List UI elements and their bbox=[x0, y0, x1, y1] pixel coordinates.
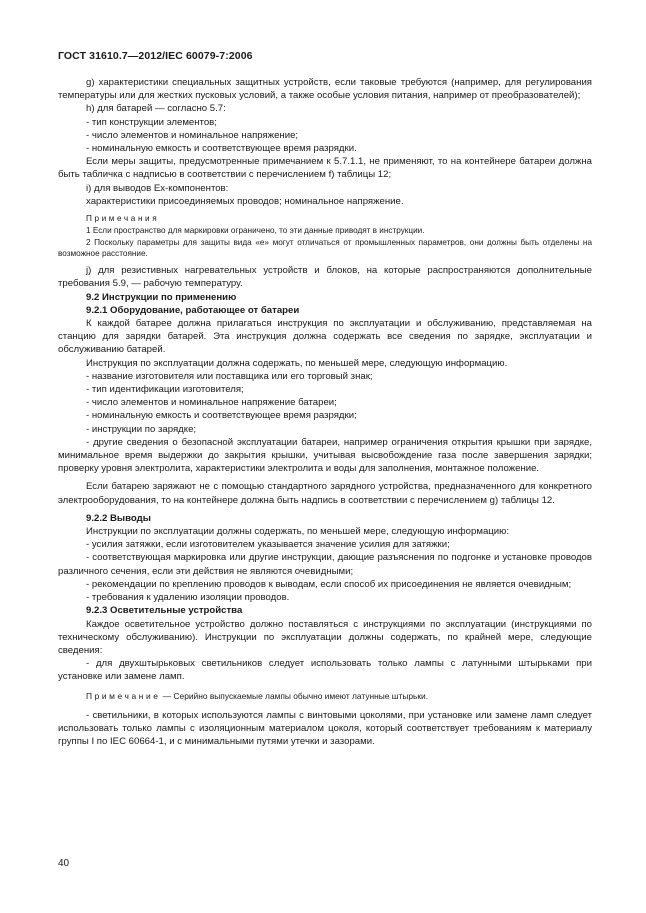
list-item: - название изготовителя или поставщика или его торговый знак; bbox=[86, 370, 373, 382]
item-g: g) характеристики специальных защитных устройств, если таковые требуются (например, для регулирования температуры или для жестких пусковых условий, а также особые условия питания, например от преобразователей); bbox=[58, 77, 592, 102]
paragraph: К каждой батарее должна прилагаться инструкция по эксплуатации и обслуживанию, представляемая на станцию для зарядки батарей. Эта инструкция должна содержать все сведения по зарядке, эксплуатации и обслуживанию батарей. bbox=[58, 318, 592, 356]
paragraph: Инструкция по эксплуатации должна содержать, по меньшей мере, следующую информацию. bbox=[86, 357, 508, 369]
item-h: h) для батарей — согласно 5.7: bbox=[86, 103, 226, 115]
notes-block bbox=[58, 213, 592, 260]
paragraph: Если батарею заряжают не с помощью стандартного зарядного устройства, предназначенного для конкретного электрооборудования, то на контейнере должна быть надпись в соответствии с перечислением g) таблицы 12. bbox=[58, 481, 592, 506]
document-header: ГОСТ 31610.7—2012/IEC 60079-7:2006 bbox=[58, 50, 253, 62]
item-j: j) для резистивных нагревательных устройств и блоков, на которые распространяются дополнительные требования 5.9, — рабочую температуру. bbox=[58, 265, 592, 290]
list-item: - тип конструкции элементов; bbox=[86, 116, 217, 128]
list-item: - число элементов и номинальное напряжение; bbox=[86, 129, 299, 141]
list-item: - другие сведения о безопасной эксплуатации батареи, например ограничения открытия крышки при зарядке, минимальное время выдержки до закрытия крышки, учитывая высвобождение газа после завершения зарядки; проверку уровня электролита, характеристики электролита и воды для заполнения, монтажное положение. bbox=[58, 436, 592, 475]
list-item: - светильники, в которых используются лампы с винтовыми цоколями, при установке или замене ламп следует использовать только лампы с изоляционным материалом цоколя, который соответствует требованиям к материалу группы I по IEC 60664-1, и с минимальными путями утечки и зазорами. bbox=[58, 709, 592, 748]
note-label: Примечание bbox=[86, 690, 161, 701]
document-body bbox=[58, 76, 592, 748]
list-item: - число элементов и номинальное напряжение батареи; bbox=[86, 397, 337, 409]
page-number: 40 bbox=[58, 858, 70, 869]
list-item: - усилия затяжки, если изготовителем указывается значение усилия для затяжки; bbox=[86, 539, 450, 551]
note-item: 1 Если пространство для маркировки ограничено, то эти данные приводят в инструкции. bbox=[86, 225, 425, 235]
paragraph: Каждое осветительное устройство должно поставляться с инструкциями по эксплуатации (инструкциями по техническому обслуживанию). Инструкции по эксплуатации должны содержать, по крайней мере, следующие сведения: bbox=[58, 618, 592, 656]
paragraph: характеристики присоединяемых проводов; номинальное напряжение. bbox=[86, 195, 404, 207]
list-item: - требования к удалению изоляции проводов. bbox=[86, 592, 290, 604]
list-item: - рекомендации по креплению проводов к выводам, если способ их присоединения не является очевидным; bbox=[86, 578, 572, 590]
list-item: - номинальную емкость и соответствующее время разрядки. bbox=[86, 143, 357, 155]
list-item: - для двухштырьковых светильников следует использовать только лампы с латунными штырьками при установке или замене ламп. bbox=[58, 658, 592, 683]
list-item: - номинальную емкость и соответствующее время разрядки; bbox=[86, 410, 357, 422]
section-title-9-2: 9.2 Инструкции по применению bbox=[86, 291, 237, 303]
notes-heading: Примечания bbox=[86, 214, 160, 224]
list-item: - тип идентификации изготовителя; bbox=[86, 384, 244, 396]
paragraph: Инструкции по эксплуатации должны содержать, по меньшей мере, следующую информацию: bbox=[86, 526, 509, 538]
item-i: i) для выводов Ex-компонентов: bbox=[86, 182, 229, 194]
paragraph: Если меры защиты, предусмотренные примечанием к 5.7.1.1, не применяют, то на контейнере батареи должна быть табличка с надписью в соответствии с перечислением f) таблицы 12; bbox=[58, 156, 592, 181]
list-item: - соответствующая маркировка или другие инструкции, дающие разъяснения по подгонке и установке проводов различного сечения, если эти действия не являются очевидными; bbox=[58, 552, 592, 577]
note-text: — Серийно выпускаемые лампы обычно имеют латунные штырьки. bbox=[160, 690, 429, 701]
section-title-9-2-2: 9.2.2 Выводы bbox=[86, 512, 151, 524]
list-item: - инструкции по зарядке; bbox=[86, 423, 197, 435]
section-title-9-2-1: 9.2.1 Оборудование, работающее от батареи bbox=[86, 304, 300, 316]
section-title-9-2-3: 9.2.3 Осветительные устройства bbox=[86, 605, 243, 617]
inline-note bbox=[58, 690, 592, 703]
note-item: 2 Поскольку параметры для защиты вида «е» могут отличаться от промышленных параметров, они должны быть отделены на возможное расстояние. bbox=[58, 237, 592, 259]
